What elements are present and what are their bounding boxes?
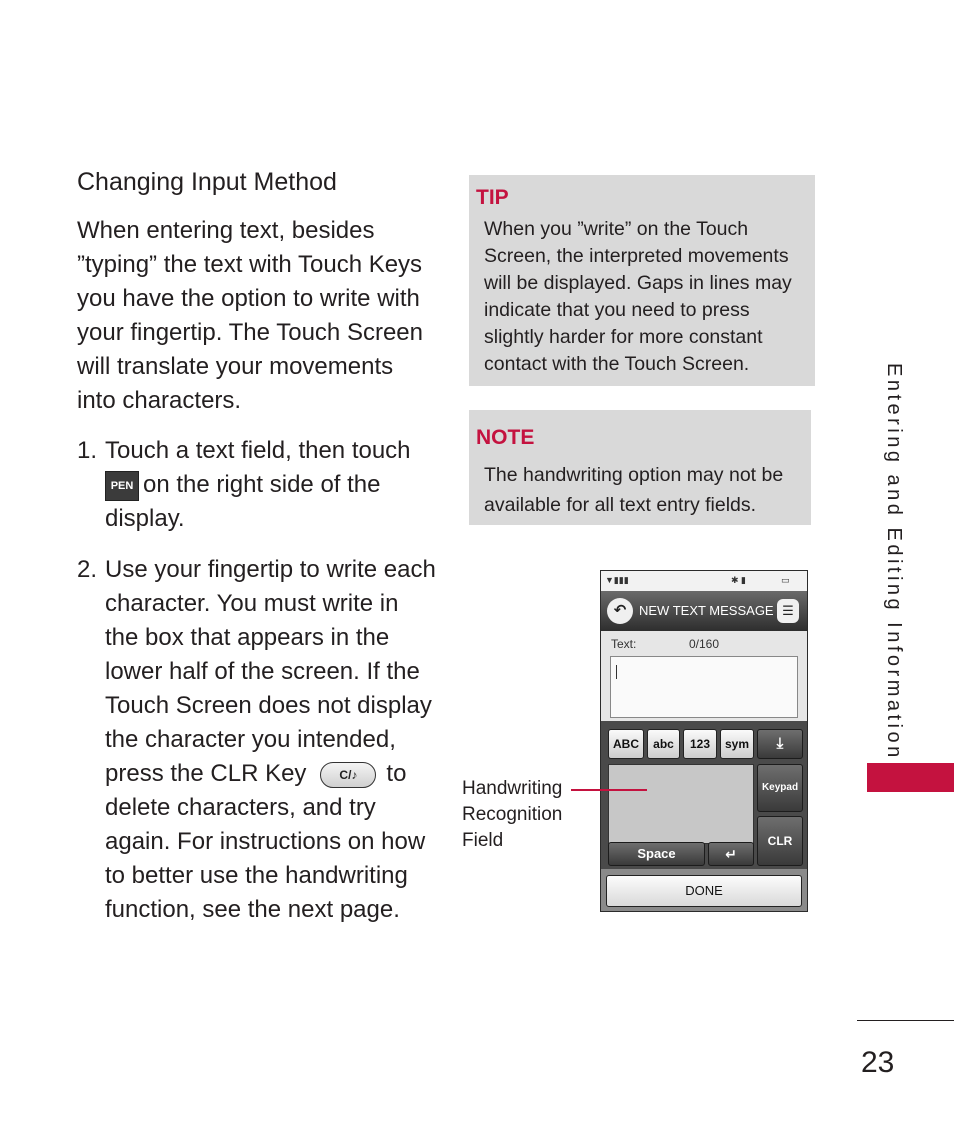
- callout-label: Handwriting Recognition Field: [462, 778, 563, 851]
- note-title: NOTE: [476, 426, 535, 449]
- tip-box: [469, 175, 815, 386]
- abc-lower-button[interactable]: abc: [647, 729, 680, 759]
- side-tab-marker: [867, 763, 954, 792]
- download-icon[interactable]: ⤓: [757, 729, 803, 759]
- step-1: [77, 434, 437, 536]
- signal-icon: ▼▮▮▮: [605, 575, 629, 585]
- text-cursor: [616, 665, 617, 679]
- handwriting-field[interactable]: [608, 764, 754, 844]
- text-input[interactable]: [610, 656, 798, 718]
- done-bar: [601, 869, 807, 912]
- status-bar: [601, 571, 807, 591]
- note-box: [469, 410, 811, 525]
- step-2: [77, 553, 437, 927]
- back-icon[interactable]: ↶: [607, 598, 633, 624]
- screen-title: NEW TEXT MESSAGE: [639, 603, 774, 618]
- numeric-button[interactable]: 123: [683, 729, 717, 759]
- callout-line: [571, 789, 647, 791]
- battery-icon: ▭: [781, 575, 790, 585]
- side-tab-label: Entering and Editing Information: [883, 363, 905, 761]
- step-1-number: 1.: [77, 437, 98, 464]
- page-rule: [857, 1020, 954, 1021]
- step-1-text-after: on the right side of the display.: [105, 471, 381, 532]
- section-heading: Changing Input Method: [77, 168, 337, 196]
- done-button[interactable]: DONE: [606, 875, 802, 907]
- page-number: 23: [861, 1046, 895, 1079]
- note-text: The handwriting option may not be available for all text entry fields.: [484, 464, 784, 516]
- step-1-text-before: Touch a text field, then touch: [105, 437, 411, 464]
- char-count: 0/160: [689, 637, 720, 651]
- text-label: Text:: [611, 637, 637, 651]
- enter-icon[interactable]: ↵: [708, 842, 754, 866]
- phone-screenshot: [600, 570, 808, 912]
- abc-upper-button[interactable]: ABC: [608, 729, 644, 759]
- intro-paragraph: When entering text, besides ”typing” the text with Touch Keys you have the option to write with your fingertip. The Touch Screen will translate your movements into characters.: [77, 217, 423, 414]
- title-bar: [601, 591, 807, 631]
- menu-icon[interactable]: ☰: [777, 599, 799, 623]
- step-2-number: 2.: [77, 556, 98, 583]
- step-2-text-before: Use your fingertip to write each character. You must write in the box that appears in the lower half of the screen. If the Touch Screen does not display the character you intended, press the CLR Key: [105, 556, 436, 787]
- step-2-text-after: to delete characters, and try again. For instructions on how to better use the handwriting function, see the next page.: [105, 760, 426, 923]
- settings-status-icon: ✱ ▮: [731, 575, 746, 585]
- symbol-button[interactable]: sym: [720, 729, 754, 759]
- clr-button[interactable]: CLR: [757, 816, 803, 866]
- tip-text: When you ”write” on the Touch Screen, the interpreted movements will be displayed. Gaps in lines may indicate that you need to press slightly harder for more constant contact with the Touch Screen.: [484, 218, 792, 375]
- space-button[interactable]: Space: [608, 842, 705, 866]
- clr-key-icon: C/♪: [320, 762, 376, 788]
- tip-title: TIP: [476, 186, 509, 209]
- pen-icon: PEN: [105, 471, 139, 501]
- keypad-button[interactable]: Keypad: [757, 764, 803, 812]
- text-area: [601, 631, 807, 721]
- handwriting-keyboard: [601, 721, 807, 869]
